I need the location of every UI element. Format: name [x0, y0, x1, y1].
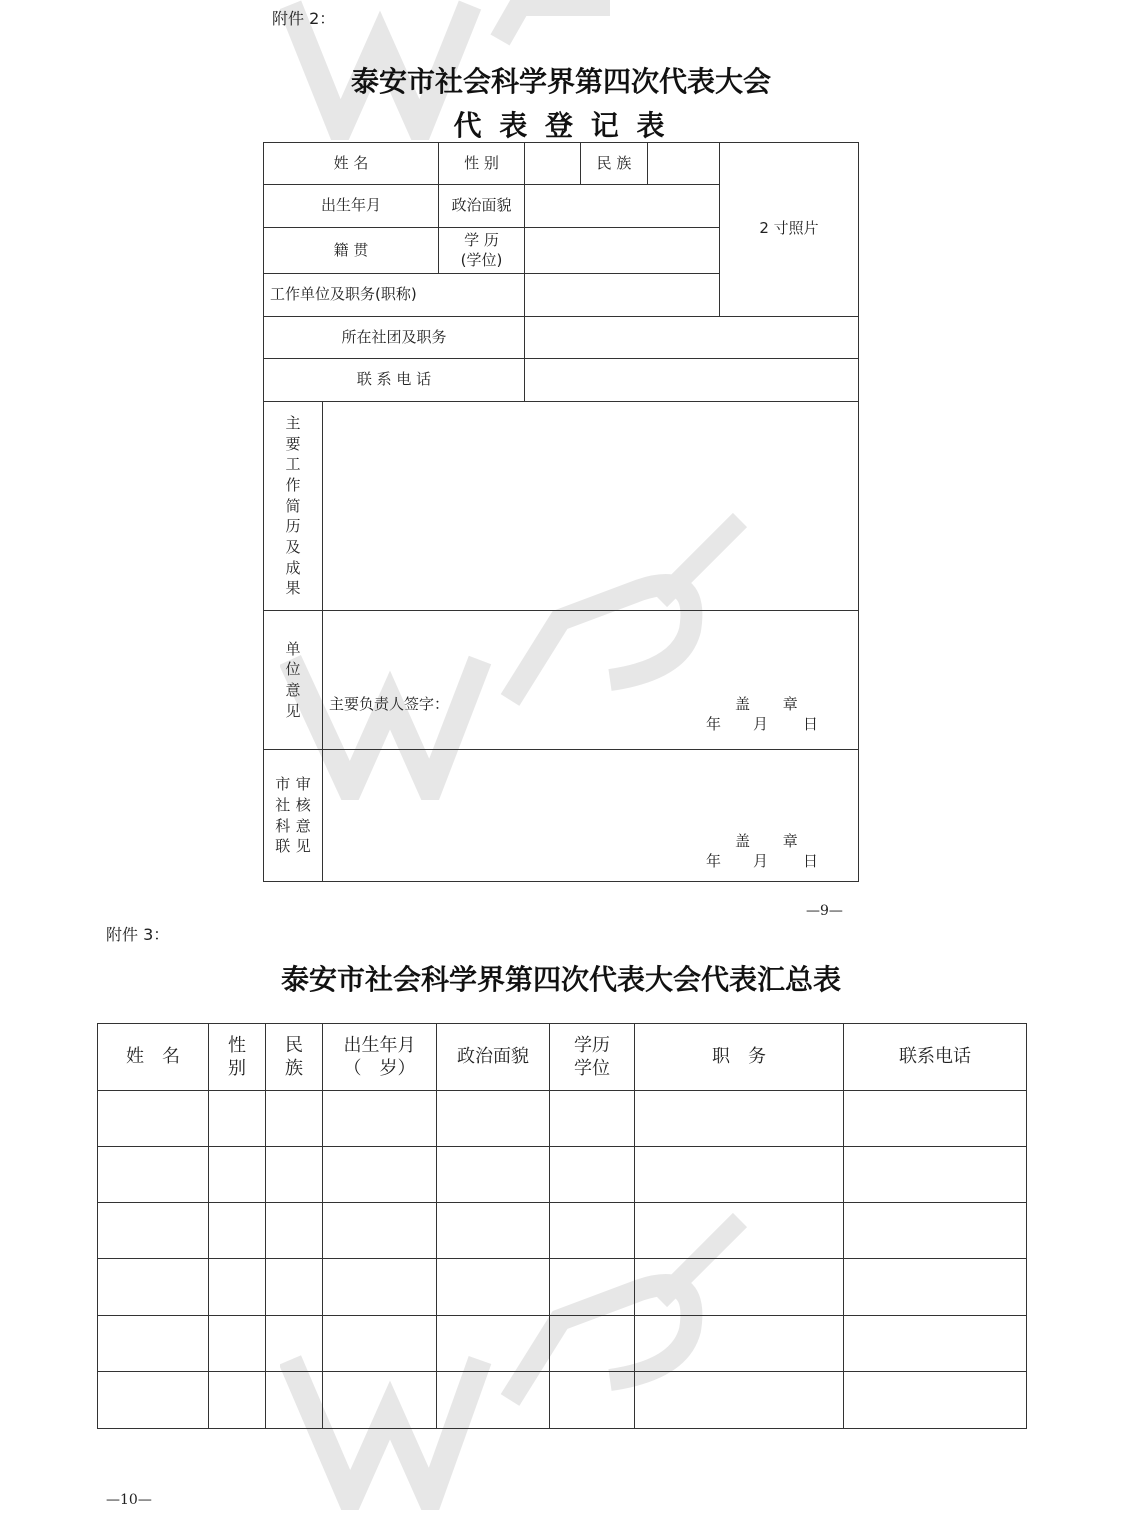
cell[interactable]: [550, 1147, 635, 1203]
cell[interactable]: [437, 1316, 550, 1372]
value-political[interactable]: [525, 185, 720, 228]
cell[interactable]: [635, 1372, 844, 1429]
cell[interactable]: [266, 1203, 323, 1259]
cell[interactable]: [323, 1091, 437, 1147]
cell[interactable]: [635, 1259, 844, 1316]
value-ethnicity[interactable]: [648, 143, 720, 185]
header-ethnicity: 民 族: [266, 1024, 323, 1091]
header-phone: 联系电话: [844, 1024, 1027, 1091]
cell[interactable]: [266, 1259, 323, 1316]
cell[interactable]: [550, 1203, 635, 1259]
cell[interactable]: [844, 1203, 1027, 1259]
photo-box[interactable]: 2 寸照片: [720, 143, 859, 317]
cell[interactable]: [437, 1203, 550, 1259]
value-phone[interactable]: [525, 359, 859, 402]
summary-table-title: 泰安市社会科学界第四次代表大会代表汇总表: [280, 963, 841, 996]
cell[interactable]: [98, 1372, 209, 1429]
value-work-unit[interactable]: [525, 274, 720, 317]
cell[interactable]: [635, 1091, 844, 1147]
summary-header-row: [98, 1024, 1027, 1091]
registration-form-title-line2: 代 表 登 记 表: [453, 109, 669, 142]
cell[interactable]: [635, 1203, 844, 1259]
table-row: [98, 1147, 1027, 1203]
value-unit-opinion[interactable]: [323, 611, 859, 750]
cell[interactable]: [844, 1372, 1027, 1429]
cell[interactable]: [98, 1091, 209, 1147]
page-number-9: —9—: [806, 903, 843, 919]
unit-date-month: 月: [753, 715, 769, 733]
cell[interactable]: [209, 1316, 266, 1372]
label-work-unit: 工作单位及职务(职称): [264, 274, 525, 317]
review-date-year: 年: [706, 852, 722, 870]
cell[interactable]: [437, 1091, 550, 1147]
cell[interactable]: [550, 1372, 635, 1429]
value-resume[interactable]: [323, 402, 859, 611]
cell[interactable]: [98, 1147, 209, 1203]
header-name: 姓 名: [98, 1024, 209, 1091]
label-gender: 性 别: [439, 143, 525, 185]
cell[interactable]: [437, 1259, 550, 1316]
label-political: 政治面貌: [439, 185, 525, 228]
value-education[interactable]: [525, 228, 720, 274]
cell[interactable]: [844, 1147, 1027, 1203]
review-seal-label: 盖 章: [735, 832, 812, 850]
cell[interactable]: [323, 1203, 437, 1259]
header-position: 职 务: [635, 1024, 844, 1091]
label-review: [264, 750, 323, 882]
table-row: [98, 1259, 1027, 1316]
cell[interactable]: [323, 1372, 437, 1429]
header-gender: 性 别: [209, 1024, 266, 1091]
cell[interactable]: [266, 1372, 323, 1429]
cell[interactable]: [98, 1316, 209, 1372]
value-review[interactable]: [323, 750, 859, 882]
table-row: [98, 1316, 1027, 1372]
cell[interactable]: [266, 1316, 323, 1372]
review-date-month: 月: [753, 852, 769, 870]
cell[interactable]: [550, 1091, 635, 1147]
attachment-2-label: 附件 2：: [272, 9, 336, 28]
review-date-day: 日: [803, 852, 819, 870]
cell[interactable]: [844, 1091, 1027, 1147]
leader-sign-label: 主要负责人签字：: [329, 695, 450, 713]
city-federation-label: 市社科联: [275, 775, 291, 856]
label-education: 学 历 (学位): [439, 228, 525, 274]
cell[interactable]: [550, 1316, 635, 1372]
header-political: 政治面貌: [437, 1024, 550, 1091]
table-row: [98, 1203, 1027, 1259]
cell[interactable]: [209, 1147, 266, 1203]
cell[interactable]: [323, 1147, 437, 1203]
header-birth: 出生年月 （ 岁）: [323, 1024, 437, 1091]
page-number-10: —10—: [106, 1492, 152, 1508]
summary-table: [97, 1023, 1027, 1429]
cell[interactable]: [209, 1203, 266, 1259]
registration-form-table: [263, 142, 859, 882]
cell[interactable]: [209, 1091, 266, 1147]
unit-date-year: 年: [706, 715, 722, 733]
value-gender[interactable]: [525, 143, 581, 185]
cell[interactable]: [323, 1259, 437, 1316]
cell[interactable]: [266, 1091, 323, 1147]
unit-seal-label: 盖 章: [735, 695, 812, 713]
value-society[interactable]: [525, 317, 859, 359]
cell[interactable]: [266, 1147, 323, 1203]
review-opinion-label: 审核意见: [295, 775, 311, 856]
cell[interactable]: [437, 1372, 550, 1429]
cell[interactable]: [98, 1203, 209, 1259]
label-resume: 主要工作简历及成果: [264, 402, 323, 611]
label-native: 籍 贯: [264, 228, 439, 274]
cell[interactable]: [844, 1259, 1027, 1316]
label-ethnicity: 民 族: [581, 143, 648, 185]
cell[interactable]: [323, 1316, 437, 1372]
cell[interactable]: [635, 1316, 844, 1372]
attachment-3-label: 附件 3：: [106, 925, 170, 944]
label-name: 姓 名: [264, 143, 439, 185]
label-phone: 联 系 电 话: [264, 359, 525, 402]
cell[interactable]: [209, 1372, 266, 1429]
cell[interactable]: [635, 1147, 844, 1203]
label-society: 所在社团及职务: [264, 317, 525, 359]
cell[interactable]: [550, 1259, 635, 1316]
cell[interactable]: [437, 1147, 550, 1203]
cell[interactable]: [209, 1259, 266, 1316]
header-education: 学历 学位: [550, 1024, 635, 1091]
label-unit-opinion: 单位意见: [264, 611, 323, 750]
unit-date-day: 日: [803, 715, 819, 733]
label-birth-date: 出生年月: [264, 185, 439, 228]
table-row: [98, 1372, 1027, 1429]
cell[interactable]: [844, 1316, 1027, 1372]
registration-form-title-line1: 泰安市社会科学界第四次代表大会: [350, 65, 771, 98]
cell[interactable]: [98, 1259, 209, 1316]
table-row: [98, 1091, 1027, 1147]
